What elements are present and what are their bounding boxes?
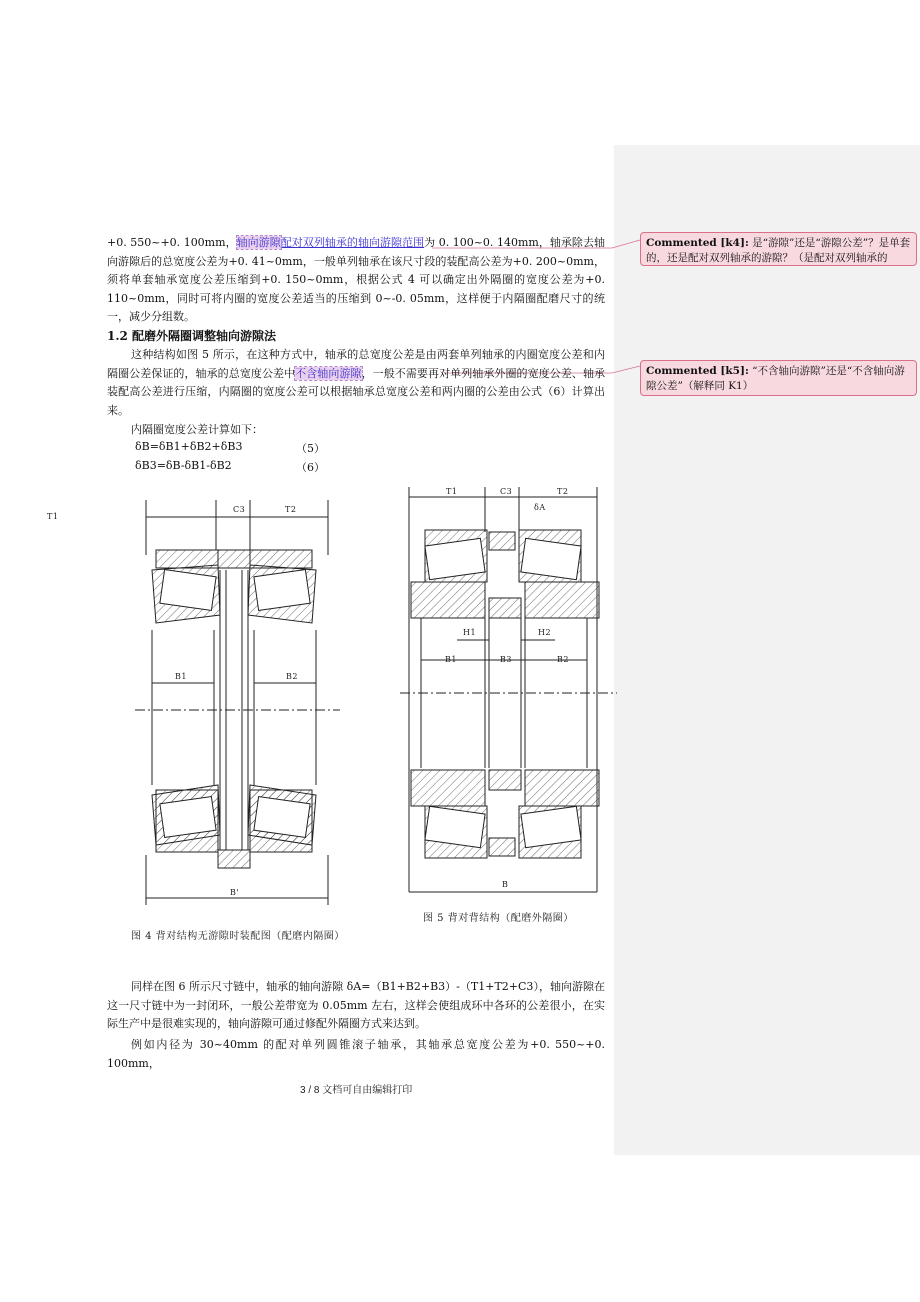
fig4-label-t2: T2 xyxy=(285,505,297,514)
formula-5: δB=δB1+δB2+δB3 xyxy=(135,440,243,453)
highlighted-text[interactable]: 轴向游隙 xyxy=(236,236,281,249)
comment-k5[interactable] xyxy=(640,360,917,396)
paragraph-5: 例如内径为 30~40mm 的配对单列圆锥滚子轴承，其轴承总宽度公差为+0. 550~+0. 100mm， xyxy=(107,1038,605,1070)
fig4-label-c3: C3 xyxy=(233,505,246,514)
text-run: 这种结构如图 5 所示，在这种方式中，轴承的总宽度公差是由两套单列轴承的内圈宽度公差和内隔圈公差保证的，轴承的总宽度公差中 xyxy=(107,348,605,380)
fig5-label-c3: C3 xyxy=(500,487,513,496)
fig5-label-b3: B3 xyxy=(500,655,512,664)
fig4-label-bprime: B' xyxy=(230,888,240,897)
text-run: 为 0. 100~0. 140mm，轴承除去轴向游隙后的总宽度公差为+0. 41~0mm，一般单列轴承在该尺寸段的装配高公差为+0. 200~0mm，须将单套轴承宽度公差压缩到+0. 150~0mm，根据公式 4 可以确定出外隔圈的宽度公差为+0. 110~0mm，同时可将内圈的宽度公差适当的压缩到 0~-0. 05mm，这样便于内隔圈配磨尺寸的统一，减少分组数。 xyxy=(107,236,605,324)
fig5-label-b2: B2 xyxy=(557,655,569,664)
formula-6: δB3=δB-δB1-δB2 xyxy=(135,459,232,472)
fig4-label-t1: T1 xyxy=(47,512,59,521)
comment-text: “不含轴向游隙”还是“不含轴向游隙公差”（解释同 K1） xyxy=(646,365,905,392)
fig5-label-t2: T2 xyxy=(557,487,569,496)
fig5-label-b1: B1 xyxy=(445,655,457,664)
highlighted-text[interactable]: 不含轴向游隙 xyxy=(295,366,362,380)
paragraph-1 xyxy=(107,234,605,327)
paragraph-2 xyxy=(107,346,605,420)
comment-label: Commented [k4]: xyxy=(646,237,749,249)
formula-5-number: （5） xyxy=(296,442,325,455)
fig5-label-b: B xyxy=(502,880,509,889)
fig4-label-b2: B2 xyxy=(286,672,298,681)
page-footer: 3 / 8 文档可自由编辑打印 xyxy=(300,1085,413,1096)
fig5-label-t1: T1 xyxy=(446,487,458,496)
comment-label: Commented [k5]: xyxy=(646,365,749,377)
comment-text: 是“游隙”还是“游隙公差”？是单套的，还是配对双列轴承的游隙？（是配对双列轴承的 xyxy=(646,237,911,264)
fig5-label-h1: H1 xyxy=(463,628,477,637)
figure-4-drawing xyxy=(130,495,360,915)
section-heading: 1.2 配磨外隔圈调整轴向游隙法 xyxy=(107,329,277,343)
fig4-label-b1: B1 xyxy=(175,672,187,681)
text-run: ，一般不需要再对单列轴承外圈的宽度公差、轴承装配高公差进行压缩，内隔圈的宽度公差可以根据轴承总宽度公差和两内圈的公差由公式（6）计算出来。 xyxy=(107,366,606,417)
text-run: +0. 550~+0. 100mm， xyxy=(107,236,237,249)
figure-5-caption: 图 5 背对背结构（配磨外隔圈） xyxy=(423,913,574,924)
figure-4-caption: 图 4 背对结构无游隙时装配图（配磨内隔圈） xyxy=(131,931,345,942)
underlined-text[interactable]: 配对双列轴承的轴向游隙范围 xyxy=(280,236,425,249)
fig5-label-h2: H2 xyxy=(538,628,552,637)
figure-5-drawing xyxy=(397,482,642,902)
comment-k4[interactable] xyxy=(640,232,917,266)
paragraph-4: 同样在图 6 所示尺寸链中，轴承的轴向游隙 δA=（B1+B2+B3）-（T1+T2+C3），轴向游隙在这一尺寸链中为一封闭环，一般公差带宽为 0.05mm 左右，这样会使组成环中各环的公差很小，在实际生产中是很难实现的，轴向游隙可通过修配外隔圈方式来达到。 xyxy=(107,980,605,1031)
formula-6-number: （6） xyxy=(296,461,325,474)
paragraph-3: 内隔圈宽度公差计算如下： xyxy=(131,423,263,436)
fig5-label-delta-a: δA xyxy=(534,503,546,512)
